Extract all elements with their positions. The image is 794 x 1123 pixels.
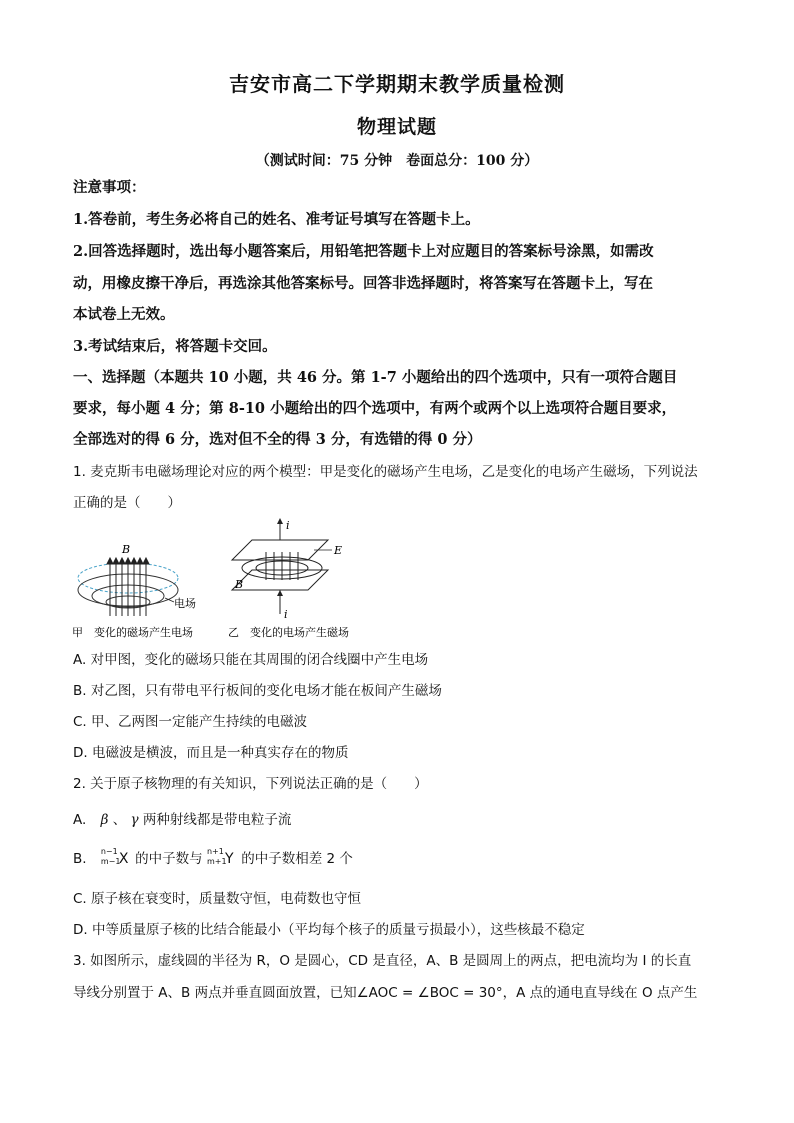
q1-stem-line-1: 1. 麦克斯韦电磁场理论对应的两个模型：甲是变化的磁场产生电场，乙是变化的电场产生磁场，下列说法 bbox=[73, 464, 698, 480]
nuclide-y-mass: n+1 bbox=[206, 847, 224, 856]
q2-stem: 2. 关于原子核物理的有关知识，下列说法正确的是（ ） bbox=[73, 776, 428, 792]
notice-item-1: 1.答卷前，考生务必将自己的姓名、准考证号填写在答题卡上。 bbox=[73, 211, 480, 228]
q2-a-prefix: A. bbox=[73, 812, 87, 828]
q2-option-c: C. 原子核在衰变时，质量数守恒，电荷数也守恒 bbox=[73, 891, 362, 907]
label-i-bottom: i bbox=[284, 608, 288, 621]
q2-b-mid: 的中子数与 bbox=[135, 851, 203, 867]
nuclide-x-symbol: X bbox=[118, 851, 129, 867]
q1-option-d: D. 电磁波是横波，而且是一种真实存在的物质 bbox=[73, 745, 349, 761]
label-electric-field: 电场 bbox=[174, 597, 196, 610]
q2-a-text: 两种射线都是带电粒子流 bbox=[142, 812, 292, 828]
q1-option-b: B. 对乙图，只有带电平行板间的变化电场才能在板间产生磁场 bbox=[73, 683, 442, 699]
q1-figure bbox=[70, 518, 390, 643]
q2-option-d: D. 中等质量原子核的比结合能最小（平均每个核子的质量亏损最小），这些核最不稳定 bbox=[73, 922, 585, 938]
gamma-symbol: γ bbox=[130, 812, 139, 828]
label-i-top: i bbox=[286, 519, 290, 532]
label-e: E bbox=[334, 544, 343, 557]
q2-a-sep: 、 bbox=[112, 812, 127, 828]
q3-stem-line-1: 3. 如图所示，虚线圆的半径为 R，O 是圆心，CD 是直径，A、B 是圆周上的两点，把电流均为 I 的长直 bbox=[73, 953, 692, 969]
q1-option-c: C. 甲、乙两图一定能产生持续的电磁波 bbox=[73, 714, 308, 730]
q2-b-prefix: B. bbox=[73, 851, 87, 867]
q1-stem-line-2: 正确的是（ ） bbox=[73, 495, 181, 511]
nuclide-y-symbol: Y bbox=[224, 851, 234, 867]
caption-left: 甲 变化的磁场产生电场 bbox=[72, 626, 193, 639]
q3-stem-line-2: 导线分别置于 A、B 两点并垂直圆面放置，已知∠AOC = ∠BOC = 30°，A 点的通电直导线在 O 点产生 bbox=[73, 985, 698, 1001]
nuclide-x-mass: n−1 bbox=[100, 847, 118, 856]
figure-right-electric bbox=[228, 518, 349, 639]
caption-right: 乙 变化的电场产生磁场 bbox=[228, 626, 349, 639]
q1-option-a: A. 对甲图，变化的磁场只能在其周围的闭合线圈中产生电场 bbox=[73, 652, 429, 668]
exam-meta: （测试时间：75 分钟 卷面总分：100 分） bbox=[255, 153, 539, 169]
nuclide-y-charge: m+1 bbox=[206, 857, 227, 866]
nuclide-x bbox=[101, 849, 131, 869]
q2-option-a bbox=[73, 810, 721, 830]
notice-item-2-line-1: 2.回答选择题时，选出每小题答案后，用铅笔把答题卡上对应题目的答案标号涂黑，如需改 bbox=[73, 243, 654, 260]
label-b-left: B bbox=[122, 543, 131, 556]
notice-item-2-line-2: 动，用橡皮擦干净后，再选涂其他答案标号。回答非选择题时，将答案写在答题卡上，写在 bbox=[73, 275, 653, 292]
section-1-line-1: 一、选择题（本题共 10 小题，共 46 分。第 1-7 小题给出的四个选项中，只有一项符合题目 bbox=[73, 369, 678, 386]
section-1-line-2: 要求，每小题 4 分；第 8-10 小题给出的四个选项中，有两个或两个以上选项符合题目要求， bbox=[73, 400, 677, 417]
q2-b-end: 的中子数相差 2 个 bbox=[241, 851, 353, 867]
q2-option-b bbox=[73, 849, 721, 869]
exam-subject: 物理试题 bbox=[356, 116, 437, 138]
exam-title: 吉安市高二下学期期末教学质量检测 bbox=[229, 72, 565, 96]
figure-left-magnetic bbox=[72, 543, 196, 639]
nuclide-x-charge: m−1 bbox=[100, 857, 121, 866]
notice-item-3: 3.考试结束后，将答题卡交回。 bbox=[73, 338, 277, 355]
label-b-right: B bbox=[235, 578, 244, 591]
beta-symbol: β bbox=[100, 812, 109, 828]
notice-item-2-line-3: 本试卷上无效。 bbox=[73, 306, 175, 323]
notice-heading: 注意事项： bbox=[73, 179, 146, 196]
section-1-line-3: 全部选对的得 6 分，选对但不全的得 3 分，有选错的得 0 分） bbox=[73, 431, 482, 448]
nuclide-y bbox=[207, 849, 237, 869]
